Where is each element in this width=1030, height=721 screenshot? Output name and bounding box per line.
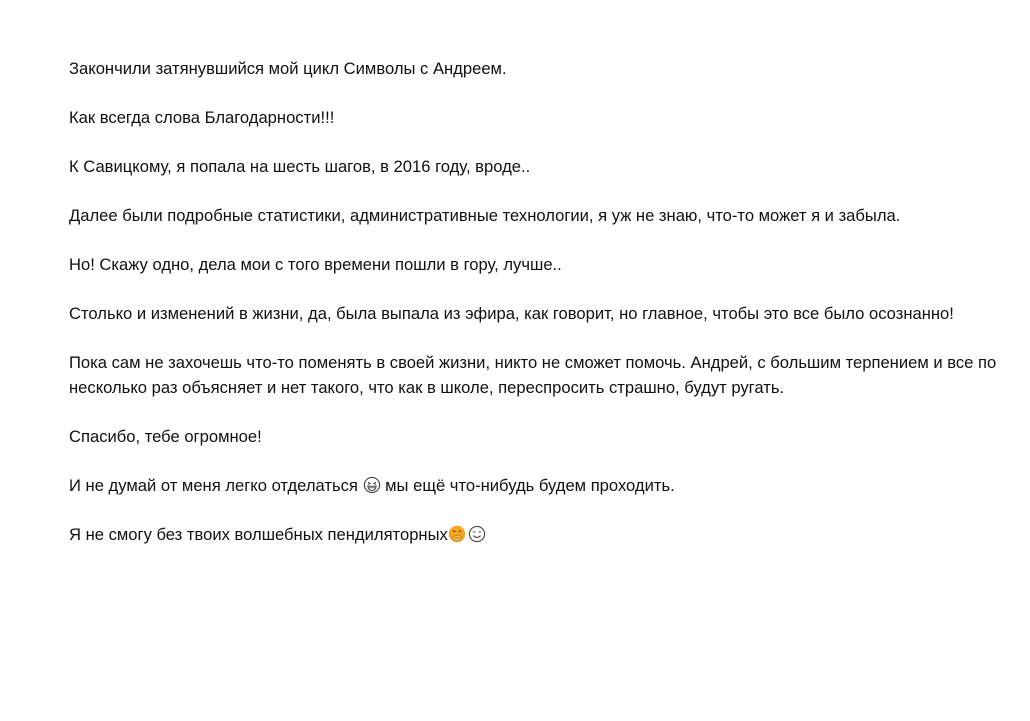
face-with-hand-over-mouth-icon — [448, 525, 466, 543]
paragraph-9 — [69, 473, 1014, 498]
grinning-squinting-face-icon — [363, 476, 381, 494]
paragraph-7: Пока сам не захочешь что-то поменять в своей жизни, никто не сможет помочь. Андрей, с большим терпением и все по несколько раз объясняет и нет такого, что как в школе, переспросить страшно, будут ругать. — [69, 353, 997, 397]
paragraph-9-text-end: мы ещё что-нибудь будем проходить. — [380, 476, 675, 495]
paragraph-10-text: Я не смогу без твоих волшебных пендиляторных — [69, 525, 448, 544]
paragraph-5: Но! Скажу одно, дела мои с того времени пошли в гору, лучше.. — [69, 255, 562, 274]
document-body — [69, 56, 1014, 571]
paragraph-3: К Савицкому, я попала на шесть шагов, в 2016 году, вроде.. — [69, 157, 531, 176]
paragraph-1: Закончили затянувшийся мой цикл Символы с Андреем. — [69, 59, 507, 78]
smiling-face-icon — [468, 525, 486, 543]
paragraph-6: Столько и изменений в жизни, да, была выпала из эфира, как говорит, но главное, чтобы это все было осознанно! — [69, 304, 954, 323]
paragraph-9-text-start: И не думай от меня легко отделаться — [69, 476, 363, 495]
paragraph-4: Далее были подробные статистики, административные технологии, я уж не знаю, что-то может я и забыла. — [69, 206, 901, 225]
paragraph-2: Как всегда слова Благодарности!!! — [69, 108, 335, 127]
paragraph-8: Спасибо, тебе огромное! — [69, 427, 262, 446]
paragraph-10 — [69, 522, 1014, 547]
